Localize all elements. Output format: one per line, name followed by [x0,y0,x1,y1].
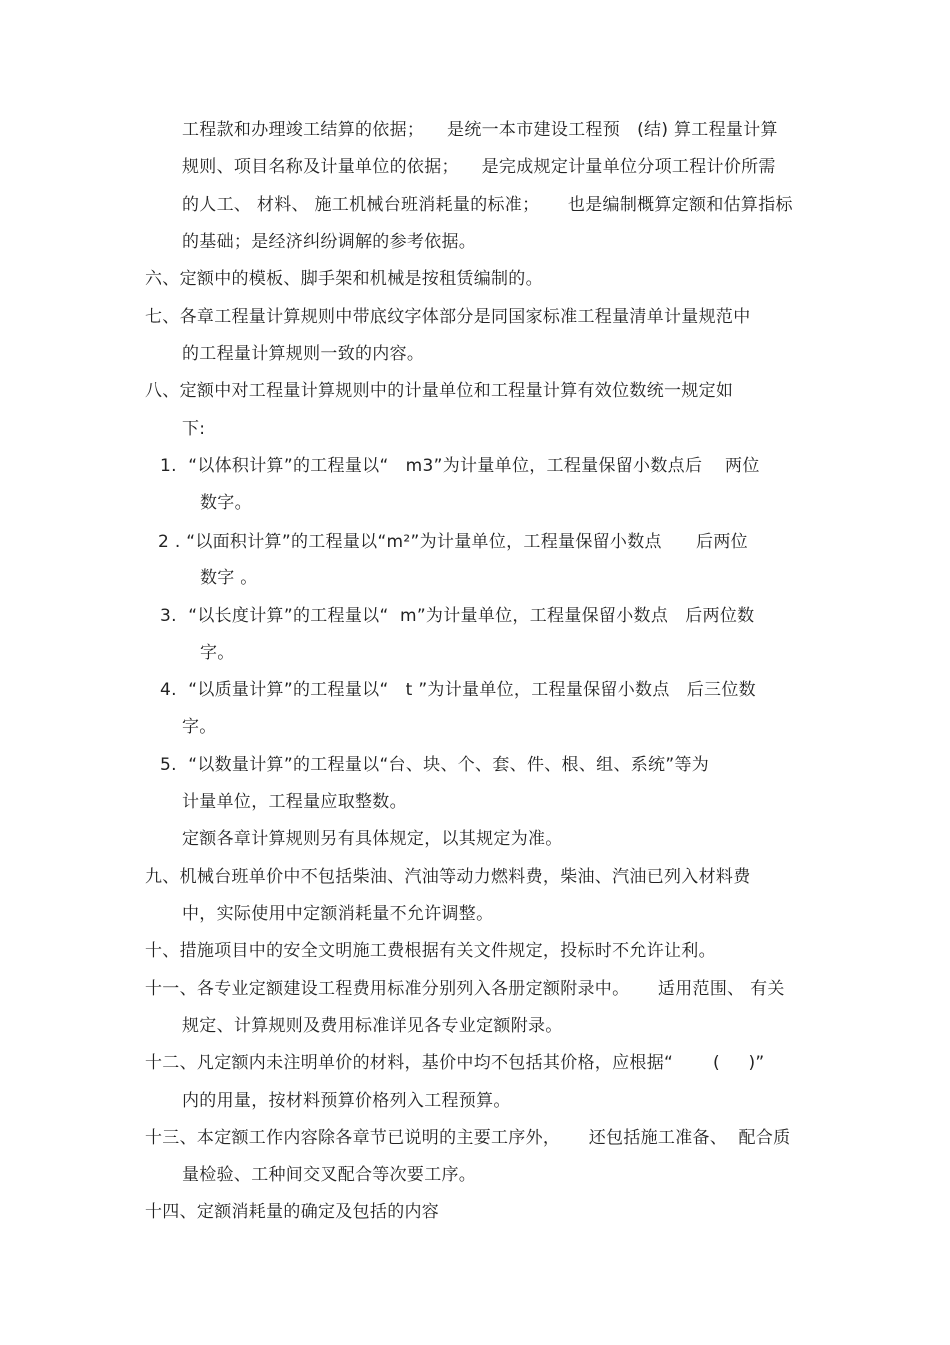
paragraph-line: 的工程量计算规则一致的内容。 [182,344,425,364]
paragraph-line: 数字 。 [200,568,258,588]
section-item-7: 七、各章工程量计算规则中带底纹字体部分是同国家标准工程量清单计量规范中 [145,307,751,327]
paragraph-line: 规定、计算规则及费用标准详见各专业定额附录。 [182,1016,563,1036]
paragraph-line: 计量单位，工程量应取整数。 [182,792,407,812]
section-item-14: 十四、定额消耗量的确定及包括的内容 [145,1202,440,1222]
section-item-12: 十二、凡定额内未注明单价的材料，基价中均不包括其价格，应根据“ ( )” [145,1053,765,1073]
paragraph-line: 数字。 [200,493,252,513]
paragraph-line: 的人工、 材料、 施工机械台班消耗量的标准； 也是编制概算定额和估算指标 [182,195,793,215]
section-item-9: 九、机械台班单价中不包括柴油、汽油等动力燃料费，柴油、汽油已列入材料费 [145,867,751,887]
paragraph-line: 工程款和办理竣工结算的依据； 是统一本市建设工程预 (结) 算工程量计算 [182,120,778,140]
paragraph-line: 中，实际使用中定额消耗量不允许调整。 [182,904,494,924]
paragraph-line: 字。 [200,643,235,663]
section-item-13: 十三、本定额工作内容除各章节已说明的主要工序外， 还包括施工准备、 配合质 [145,1128,791,1148]
paragraph-line: 下: [182,419,206,439]
list-item-5: 5. “以数量计算”的工程量以“台、块、个、套、件、根、组、系统”等为 [160,755,710,775]
list-item-1: 1. “以体积计算”的工程量以“ m3”为计量单位，工程量保留小数点后 两位 [160,456,760,476]
section-item-6: 六、定额中的模板、脚手架和机械是按租赁编制的。 [145,269,543,289]
paragraph-line: 内的用量，按材料预算价格列入工程预算。 [182,1091,511,1111]
paragraph-line: 的基础；是经济纠纷调解的参考依据。 [182,232,477,252]
list-item-3: 3. “以长度计算”的工程量以“ m”为计量单位，工程量保留小数点 后两位数 [160,606,755,626]
paragraph-line: 字。 [182,717,217,737]
section-item-11: 十一、各专业定额建设工程费用标准分别列入各册定额附录中。 适用范围、 有关 [145,979,785,999]
section-item-10: 十、措施项目中的安全文明施工费根据有关文件规定，投标时不允许让利。 [145,941,716,961]
list-item-4: 4. “以质量计算”的工程量以“ t ”为计量单位，工程量保留小数点 后三位数 [160,680,756,700]
section-item-8: 八、定额中对工程量计算规则中的计量单位和工程量计算有效位数统一规定如 [145,381,734,401]
paragraph-line: 定额各章计算规则另有具体规定，以其规定为准。 [182,829,563,849]
paragraph-line: 量检验、工种间交叉配合等次要工序。 [182,1165,477,1185]
paragraph-line: 规则、项目名称及计量单位的依据； 是完成规定计量单位分项工程计价所需 [182,157,776,177]
list-item-2: 2 . “以面积计算”的工程量以“m²”为计量单位，工程量保留小数点 后两位 [158,532,748,552]
